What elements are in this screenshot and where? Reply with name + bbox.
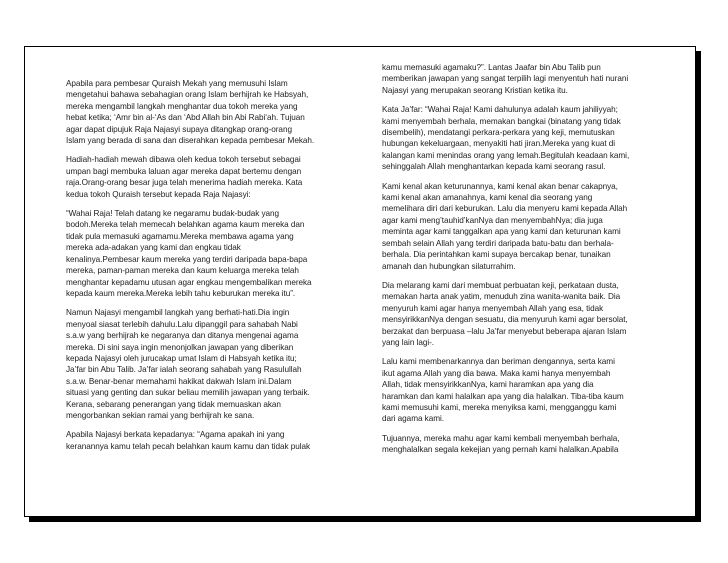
paragraph: Kami kenal akan keturunannya, kami kenal akan benar cakapnya, kami kenal akan amanahnya, kami kenal dia seorang yang memelihara diri dari keburukan. Lalu dia menyeru kami kepada Allah agar kami meng’tauhid’kanNya dan menyembahNya; dia juga meminta agar kami tanggalkan apa yang kami dan keturunan kami sembah selain Allah yang terdiri daripada batu-batu dan berhala- berhala. Dia perintahkan kami supaya bercakap benar, tunaikan amanah dan hubungkan silaturrahim.	[382, 181, 628, 271]
right-column	[382, 62, 678, 464]
paragraph: Kata Ja’far: “Wahai Raja! Kami dahulunya adalah kaum jahiliyyah; kami menyembah berhala, memakan bangkai (binatang yang tidak disembelih), mendatangi perkara-perkara yang keji, memutuskan hubungan kekeluargaan, menyakiti hati jiran.Mereka yang kuat di kalangan kami menindas orang yang lemah.Begitulah keadaan kami, sehinggalah Allah menghantarkan kepada kami seorang rasul.	[382, 105, 630, 172]
paragraph: Dia melarang kami dari membuat perbuatan keji, perkataan dusta, memakan harta anak yatim, menuduh zina wanita-wanita baik. Dia menyuruh kami agar hanya menyembah Allah yang esa, tidak mensyirikkanNya dengan sesuatu, dia menyuruh kami agar bersolat, berzakat dan berpuasa –lalu Ja’far menyebut beberapa ajaran Islam yang lain lagi-.	[382, 280, 628, 347]
paragraph: Apabila para pembesar Quraish Mekah yang memusuhi Islam mengetahui bahawa sebahagian orang Islam berhijrah ke Habsyah, mereka mengambil langkah menghantar dua tokoh mereka yang hebat ketika; ‘Amr bin al-‘As dan ‘Abd Allah bin Abi Rabi‘ah. Tujuan agar dapat dipujuk Raja Najasyi supaya ditangkap orang-orang Islam yang berada di sana dan diserahkan kepada pembesar Mekah.	[66, 79, 315, 146]
paragraph: Apabila Najasyi berkata kepadanya: “Agama apakah ini yang keranannya kamu telah pecah belahkan kaum kamu dan tidak pulak	[66, 430, 311, 451]
document-page	[24, 46, 696, 517]
paragraph: kamu memasuki agamaku?”. Lantas Jaafar bin Abu Talib pun memberikan jawapan yang sangat terpilih lagi menyentuh hati nurani Najasyi yang merupakan seorang Kristian ketika itu.	[382, 63, 629, 95]
paragraph: Namun Najasyi mengambil langkah yang berhati-hati.Dia ingin menyoal siasat terlebih dahulu.Lalu dipanggil para sahabah Nabi s.a.w yang berhijrah ke negaranya dan ditanya mengenai agama mereka. Di sini saya ingin menonjolkan jawapan yang diberikan kepada Najasyi oleh jurucakap umat Islam di Habsyah ketika itu; Ja’far bin Abu Talib. Ja’far ialah seorang sahabah yang Rasulullah s.a.w. Benar-benar memahami hakikat dakwah Islam ini.Dalam situasi yang genting dan sukar beliau memilih jawapan yang terbaik. Kerana, sebarang penerangan yang tidak memuaskan akan mengorbankan sekian ramai yang berhijrah ke sana.	[66, 308, 310, 420]
paragraph: Hadiah-hadiah mewah dibawa oleh kedua tokoh tersebut sebagai umpan bagi membuka laluan agar mereka dapat bertemu dengan raja.Orang-orang besar juga telah menerima hadiah mereka. Kata kedua tokoh Quraish tersebut kepada Raja Najasyi:	[66, 155, 303, 199]
left-column	[66, 78, 366, 460]
paragraph: Tujuannya, mereka mahu agar kami kembali menyembah berhala, menghalalkan segala kekejian yang pernah kami halalkan.Apabila	[382, 433, 620, 455]
paragraph: “Wahai Raja! Telah datang ke negaramu budak-budak yang bodoh.Mereka telah memecah belahkan agama kaum mereka dan tidak pula memasuki agamamu.Mereka membawa agama yang mereka ada-adakan yang kami dan engkau tidak kenalinya.Pembesar kaum mereka yang terdiri daripada bapa-bapa mereka, paman-paman mereka dan kaum keluarga mereka telah menghantar kepadamu utusan agar engkau mengembalikan mereka kepada kaum mereka.Mereka lebih tahu keburukan mereka itu”.	[66, 209, 312, 298]
paragraph: Lalu kami membenarkannya dan beriman dengannya, serta kami ikut agama Allah yang dia bawa. Maka kami hanya menyembah Allah, tidak mensyirikkanNya, kami haramkan apa yang dia haramkan dan kami halalkan apa yang dia halalkan. Tiba-tiba kaum kami memusuhi kami, mereka menyiksa kami, mengganggu kami dari agama kami.	[382, 357, 624, 424]
